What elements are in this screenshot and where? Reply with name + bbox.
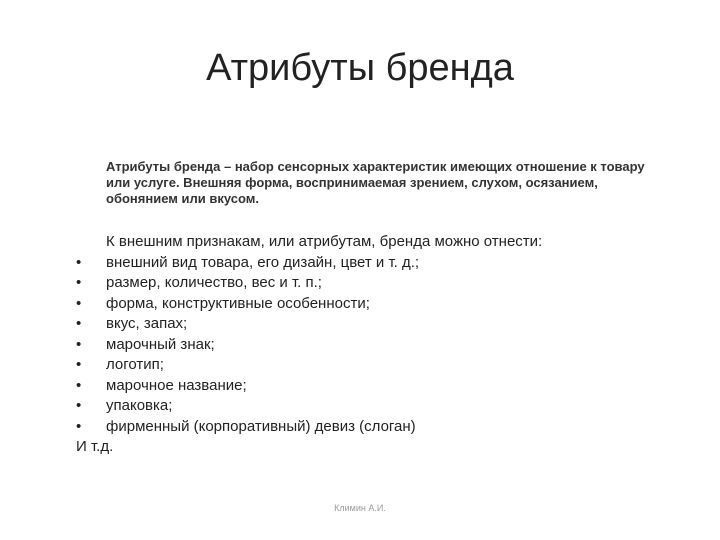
list-item	[76, 417, 676, 438]
bullet-icon: •	[76, 315, 82, 332]
slide-footer-author: Климин А.И.	[334, 503, 386, 513]
bullet-icon: •	[76, 397, 82, 414]
bullet-icon: •	[76, 356, 82, 373]
attributes-list	[76, 253, 676, 438]
list-item-text: размер, количество, вес и т. п.;	[106, 274, 322, 291]
bullet-icon: •	[76, 376, 82, 394]
list-item	[76, 355, 676, 376]
list-item	[76, 294, 676, 315]
list-item	[76, 376, 676, 397]
bullet-icon: •	[76, 417, 82, 435]
bullet-icon: •	[76, 335, 82, 353]
list-item	[76, 396, 676, 417]
bullet-icon: •	[76, 274, 82, 291]
list-item-text: вкус, запах;	[106, 315, 188, 332]
list-item-text: логотип;	[106, 356, 164, 373]
attributes-list-block	[76, 232, 676, 458]
list-item	[76, 273, 676, 294]
list-item-text: форма, конструктивные особенности;	[106, 294, 370, 312]
brand-attributes-definition: Атрибуты бренда – набор сенсорных характеристик имеющих отношение к товару или услуге. Внешняя форма, воспринимаемая зрением, слухом, осязанием, обонянием или вкусом.	[106, 159, 645, 206]
list-item	[76, 335, 676, 356]
slide-title: Атрибуты бренда	[206, 47, 514, 89]
bullet-icon: •	[76, 294, 82, 312]
list-outro: И т.д.	[76, 438, 114, 455]
list-item-text: фирменный (корпоративный) девиз (слоган)	[106, 417, 416, 435]
bullet-icon: •	[76, 253, 82, 271]
list-item-text: внешний вид товара, его дизайн, цвет и т. д.;	[106, 253, 420, 271]
list-item-text: марочное название;	[106, 376, 247, 394]
list-item-text: марочный знак;	[106, 335, 215, 353]
list-item	[76, 314, 676, 335]
list-item	[76, 253, 676, 274]
list-item-text: упаковка;	[106, 397, 173, 414]
list-intro: К внешним признакам, или атрибутам, бренда можно отнести:	[106, 233, 543, 250]
